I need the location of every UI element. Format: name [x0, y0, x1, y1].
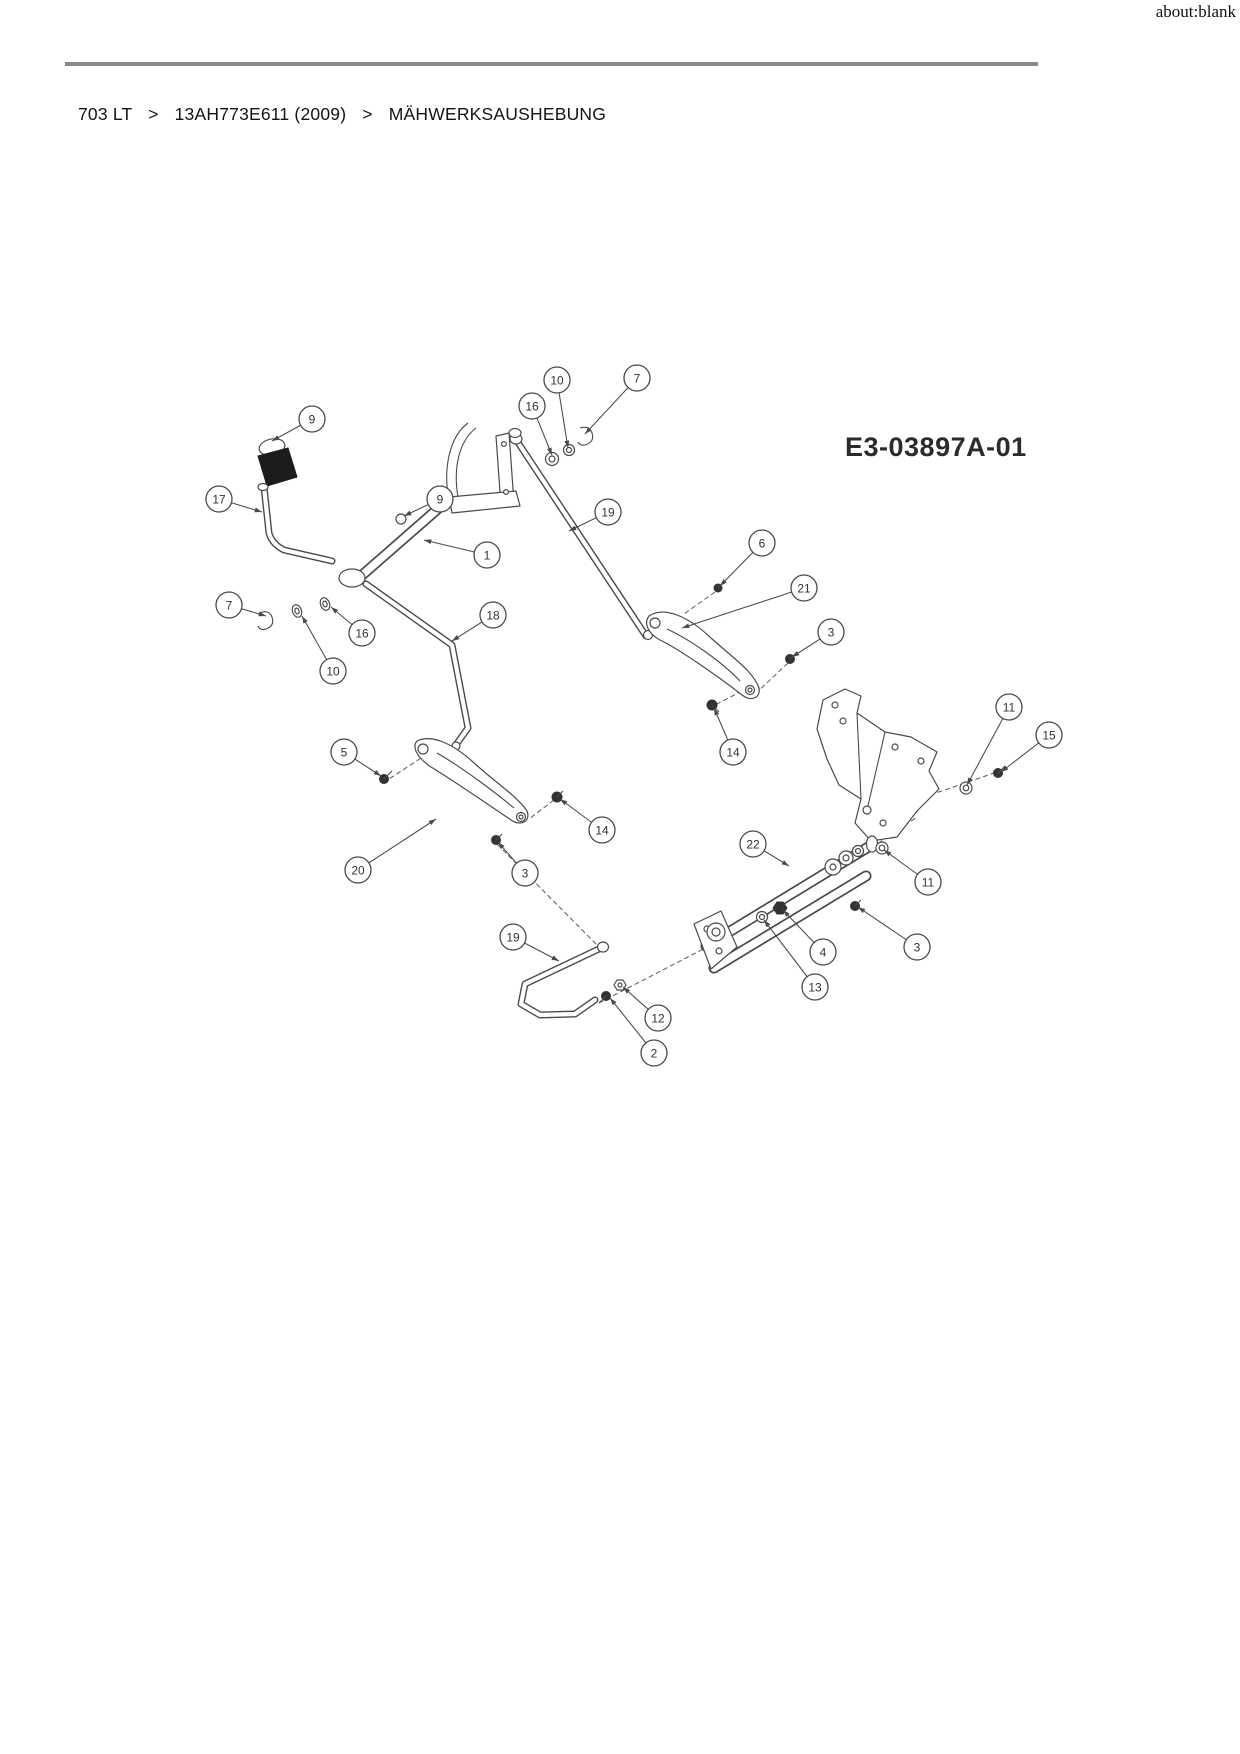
- callout-number: 12: [651, 1011, 665, 1026]
- frame-bracket: [817, 689, 939, 841]
- lift-arm-right: [647, 612, 760, 698]
- callout-number: 6: [758, 536, 766, 551]
- quadrant-bracket: [447, 423, 521, 513]
- callout-number: 9: [308, 412, 316, 427]
- handle-knob: [258, 436, 297, 490]
- rear-lift-rod-19-upper: [510, 434, 653, 640]
- callout-number: 9: [436, 492, 444, 507]
- breadcrumb-item-model[interactable]: 703 LT: [78, 104, 133, 124]
- callout-number: 10: [326, 664, 340, 679]
- callout-leader-21: [682, 588, 804, 628]
- callout-number: 5: [340, 745, 348, 760]
- lift-lever-rod: [264, 487, 332, 561]
- cross-shaft-tube: [339, 500, 448, 587]
- callout-number: 13: [808, 980, 822, 995]
- callout-number: 17: [212, 492, 226, 507]
- callout-number: 14: [726, 745, 740, 760]
- callout-number: 19: [601, 505, 615, 520]
- callout-number: 16: [525, 399, 539, 414]
- callout-number: 3: [913, 940, 921, 955]
- front-lift-rod-18: [366, 584, 468, 750]
- hardware-fasteners: [258, 427, 1005, 1003]
- breadcrumb-item-section[interactable]: MÄHWERKSAUSHEBUNG: [388, 104, 607, 124]
- breadcrumb-separator: >: [362, 104, 373, 124]
- callout-number: 15: [1042, 728, 1056, 743]
- callout-number: 10: [550, 373, 564, 388]
- callout-number: 11: [921, 875, 935, 890]
- callout-number: 11: [1002, 700, 1016, 715]
- callout-balloons: [206, 365, 1062, 1066]
- callout-number: 7: [225, 598, 233, 613]
- callout-number: 4: [819, 945, 827, 960]
- callout-number: 3: [521, 866, 529, 881]
- callout-number: 3: [827, 625, 835, 640]
- callout-number: 14: [595, 823, 609, 838]
- callout-number: 19: [506, 930, 520, 945]
- callout-number: 18: [486, 608, 500, 623]
- callout-number: 21: [797, 581, 811, 596]
- callout-number: 1: [483, 548, 491, 563]
- lift-rod-19-lower: [521, 942, 609, 1015]
- callout-number: 16: [355, 626, 369, 641]
- callout-number: 2: [650, 1046, 658, 1061]
- browser-page-url: about:blank: [1155, 2, 1236, 21]
- breadcrumb-item-serial[interactable]: 13AH773E611 (2009): [174, 104, 347, 124]
- breadcrumb-separator: >: [148, 104, 159, 124]
- lift-arm-left: [415, 739, 528, 823]
- callout-number: 22: [746, 837, 760, 852]
- callout-number: 20: [351, 863, 365, 878]
- diagram-id-label: E3-03897A-01: [845, 432, 1027, 462]
- callout-number: 7: [633, 371, 641, 386]
- callout-leader-20: [358, 819, 436, 870]
